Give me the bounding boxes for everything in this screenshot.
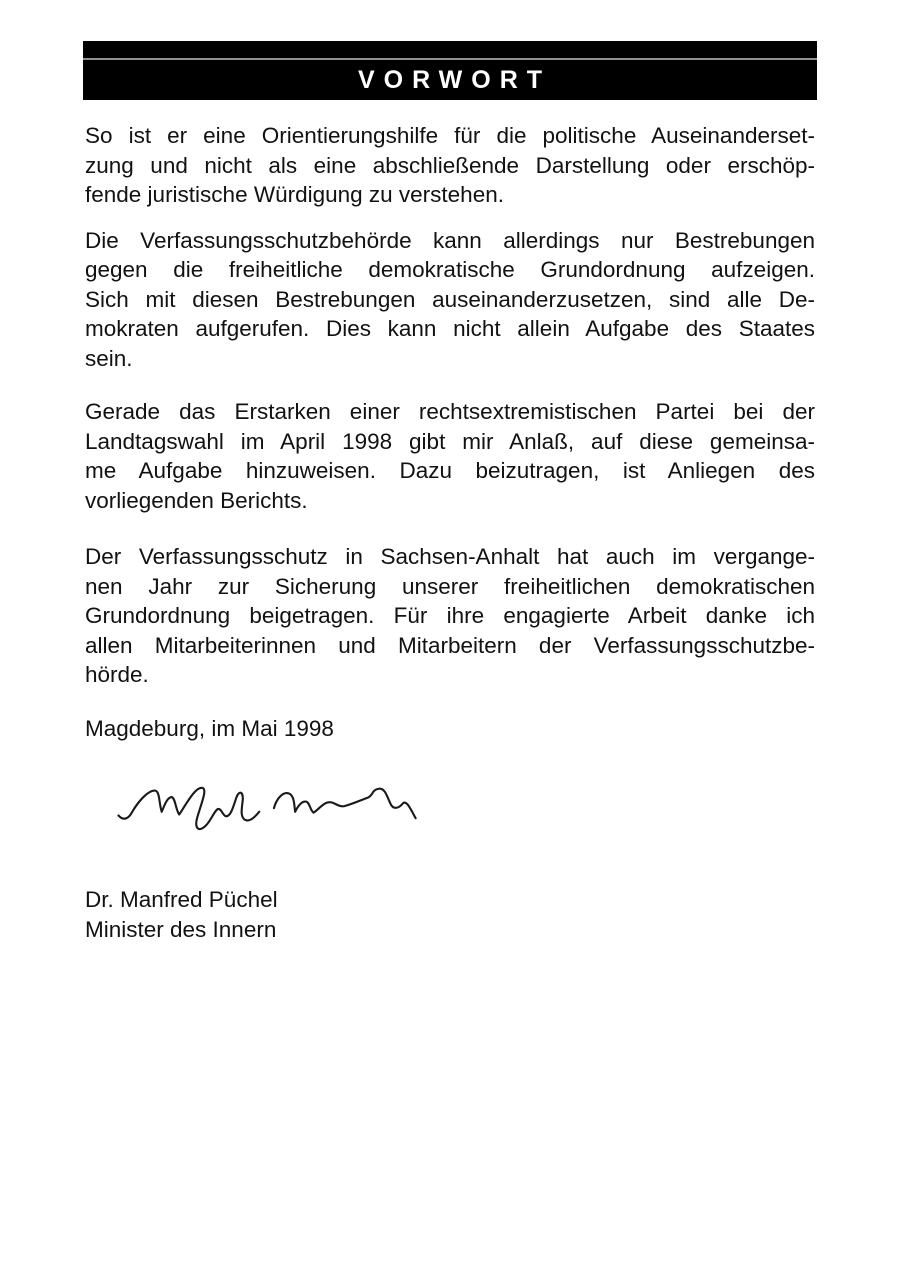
text-line: Gerade das Erstarken einer rechtsextremistischen Partei bei der	[85, 399, 815, 424]
header-top-rule	[83, 41, 817, 58]
text-line: mokraten aufgerufen. Dies kann nicht allein Aufgabe des Staates	[85, 316, 815, 341]
text-line: nen Jahr zur Sicherung unserer freiheitlichen demokratischen	[85, 573, 815, 599]
text-line: hörde.	[85, 662, 149, 687]
handwritten-signature-icon	[97, 763, 427, 855]
signer-role: Minister des Innern	[85, 916, 277, 942]
paragraph-2	[85, 226, 815, 374]
signer-block	[85, 885, 815, 944]
section-header	[83, 41, 817, 100]
signature-image	[97, 763, 427, 855]
foreword-body	[85, 121, 815, 944]
text-line: Sich mit diesen Bestrebungen auseinanderzusetzen, sind alle De-	[85, 286, 815, 312]
paragraph-3	[85, 397, 815, 515]
text-line: Der Verfassungsschutz in Sachsen-Anhalt hat auch im vergange-	[85, 544, 815, 569]
text-line: Grundordnung beigetragen. Für ihre engagierte Arbeit danke ich	[85, 603, 815, 628]
text-line: So ist er eine Orientierungshilfe für die politische Auseinanderset-	[85, 123, 815, 148]
text-line: vorliegenden Berichts.	[85, 487, 308, 513]
paragraph-4	[85, 542, 815, 690]
text-line: allen Mitarbeiterinnen und Mitarbeitern der Verfassungsschutzbe-	[85, 632, 815, 658]
text-line: Die Verfassungsschutzbehörde kann allerdings nur Bestrebungen	[85, 227, 815, 253]
text-line: gegen die freiheitliche demokratische Grundordnung aufzeigen.	[85, 257, 815, 282]
text-line: sein.	[85, 345, 133, 371]
text-line: zung und nicht als eine abschließende Darstellung oder erschöp-	[85, 152, 815, 178]
text-line: Landtagswahl im April 1998 gibt mir Anlaß, auf diese gemeinsa-	[85, 428, 815, 454]
text-line: me Aufgabe hinzuweisen. Dazu beizutragen, ist Anliegen des	[85, 458, 815, 483]
signer-name: Dr. Manfred Püchel	[85, 887, 278, 912]
page-title: VORWORT	[357, 65, 552, 94]
text-line: fende juristische Würdigung zu verstehen.	[85, 182, 504, 207]
paragraph-1	[85, 121, 815, 210]
dateline: Magdeburg, im Mai 1998	[85, 715, 334, 741]
header-title-bar	[83, 60, 817, 100]
